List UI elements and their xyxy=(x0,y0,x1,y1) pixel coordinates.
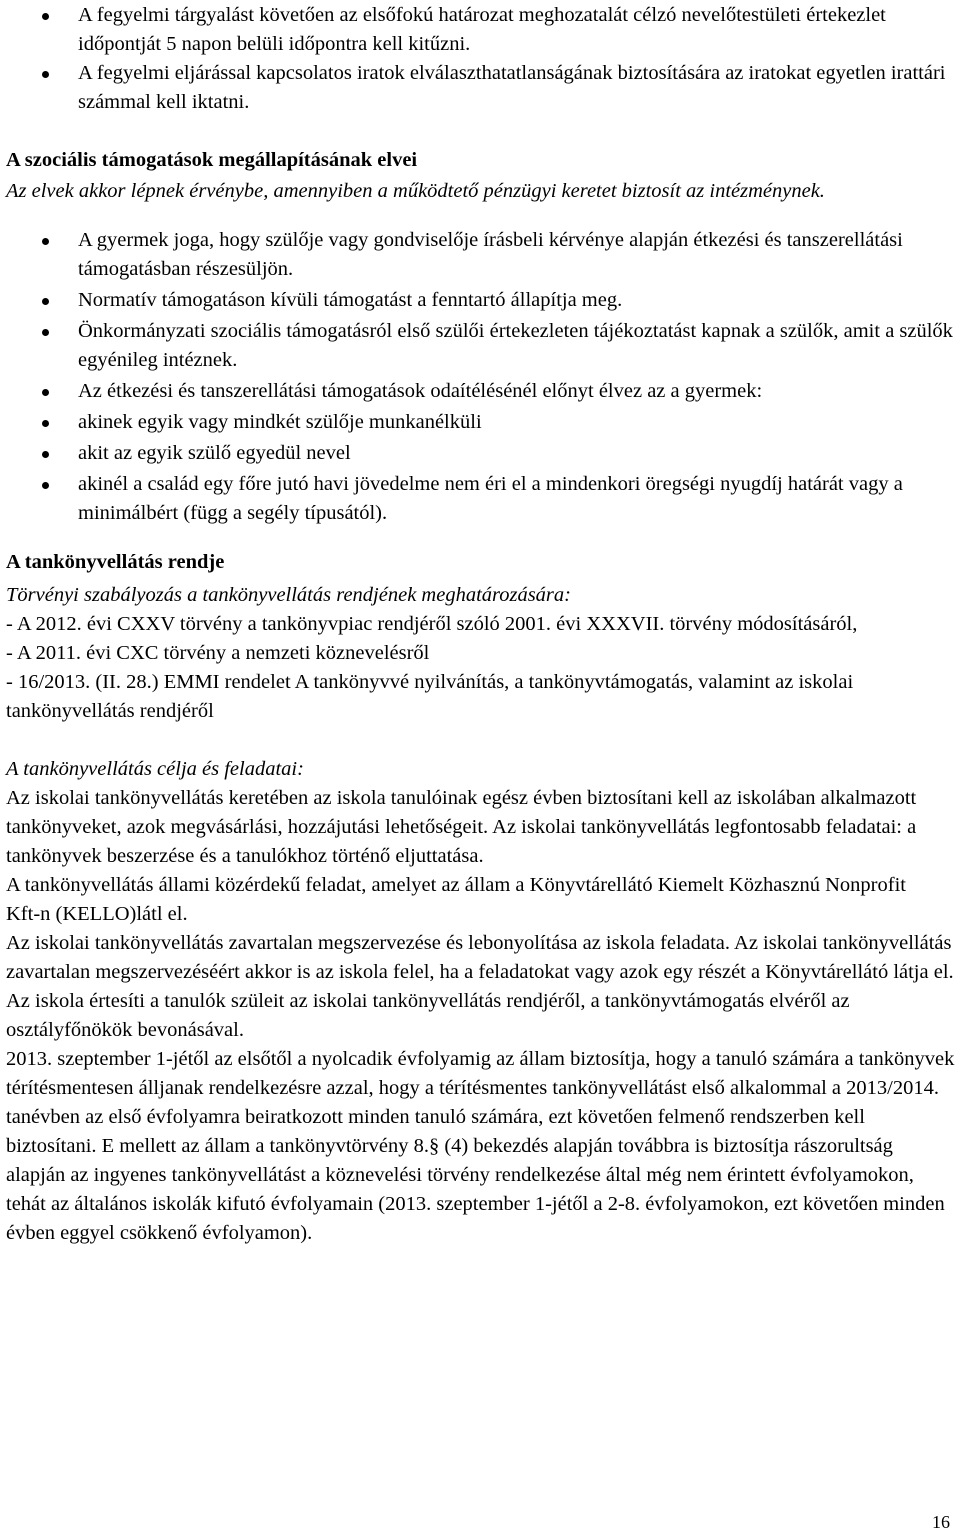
list-item: Az étkezési és tanszerellátási támogatások odaítélésénél előnyt élvez az a gyermek: xyxy=(6,377,956,406)
list-item: akinél a család egy főre jutó havi jövedelme nem éri el a mindenkori öregségi nyugdíj határát vagy a minimálbért (függ a segély típusától). xyxy=(6,470,956,528)
bullet-icon xyxy=(42,329,49,336)
bullet-icon xyxy=(42,389,49,396)
paragraph: Az iskolai tankönyvellátás keretében az iskola tanulóinak egész évben biztosítani kell az iskolában alkalmazott tankönyveket, azok megvásárlási, hozzájutási lehetőségeit. Az iskolai tankönyvellátás legfontosabb feladatai: a tankönyvek beszerzése és a tanulókhoz történő eljuttatása. xyxy=(6,787,917,867)
list-item: akit az egyik szülő egyedül nevel xyxy=(6,439,956,468)
list-item: A fegyelmi tárgyalást követően az elsőfokú határozat meghozatalát célzó nevelőtestületi értekezlet időpontját 5 napon belüli időpontra kell kitűzni. xyxy=(6,1,956,59)
section-intro: Az elvek akkor lépnek érvénybe, amennyiben a működtető pénzügyi keretet biztosít az intézménynek. xyxy=(6,180,825,202)
bullet-icon xyxy=(42,298,49,305)
bullet-icon xyxy=(42,71,49,78)
law-item: - A 2012. évi CXXV törvény a tankönyvpiac rendjéről szóló 2001. évi XXXVII. törvény módosításáról, xyxy=(6,613,858,635)
goals-heading: A tankönyvellátás célja és feladatai: xyxy=(6,758,304,780)
law-item: - A 2011. évi CXC törvény a nemzeti köznevelésről xyxy=(6,642,430,664)
page-number: 16 xyxy=(932,1512,950,1532)
paragraph: A tankönyvellátás állami közérdekű feladat, amelyet az állam a Könyvtárellátó Kiemelt Közhasznú Nonprofit Kft-n (KELLO)látl el. xyxy=(6,874,906,925)
document-page xyxy=(6,0,956,1248)
bullet-icon xyxy=(42,420,49,427)
paragraph: 2013. szeptember 1-jétől az elsőtől a nyolcadik évfolyamig az állam biztosítja, hogy a tanuló számára a tankönyvek térítésmentesen álljanak rendelkezésre azzal, hogy a térítésmentes tankönyvellátást első alkalommal a 2013/2014. tanévben az első évfolyamra beiratkozott minden tanuló számára, ezt követően felmenő rendszerben kell biztosítani. E mellett az állam a tankönyvtörvény 8.§ (4) bekezdés alapján továbbra is biztosítja rászorultság alapján az ingyenes tankönyvellátást a köznevelési törvény rendelkezése által még nem érintett évfolyamokon, tehát az általános iskolák kifutó évfolyamain (2013. szeptember 1-jétől a 2-8. évfolyamokon, ezt követően minden évben eggyel csökkenő évfolyamon). xyxy=(6,1048,955,1244)
paragraph: Az iskola értesíti a tanulók szüleit az iskolai tankönyvellátás rendjéről, a tankönyvtámogatás elvéről az osztályfőnökök bevonásával. xyxy=(6,990,850,1041)
law-item: - 16/2013. (II. 28.) EMMI rendelet A tankönyvvé nyilvánítás, a tankönyvtámogatás, valamint az iskolai tankönyvellátás rendjéről xyxy=(6,671,854,722)
section-heading-textbook-supply: A tankönyvellátás rendje xyxy=(6,551,225,573)
list-item: akinek egyik vagy mindkét szülője munkanélküli xyxy=(6,408,956,437)
paragraph: Az iskolai tankönyvellátás zavartalan megszervezése és lebonyolítása az iskola feladata. Az iskolai tankönyvellátás zavartalan megszervezéséért akkor is az iskola felel, ha a feladatokat vagy azok egy részét a Könyvtárellátó látja el. xyxy=(6,932,954,983)
bullet-icon xyxy=(42,451,49,458)
list-item: Normatív támogatáson kívüli támogatást a fenntartó állapítja meg. xyxy=(6,286,956,315)
bullet-icon xyxy=(42,238,49,245)
top-bullet-list xyxy=(6,1,956,117)
bullet-icon xyxy=(42,482,49,489)
bullet-icon xyxy=(42,13,49,20)
section-heading-social-support: A szociális támogatások megállapításának elvei xyxy=(6,149,418,171)
list-item: A fegyelmi eljárással kapcsolatos iratok elválaszthatatlanságának biztosítására az iratokat egyetlen irattári számmal kell iktatni. xyxy=(6,59,956,117)
list-item: A gyermek joga, hogy szülője vagy gondviselője írásbeli kérvénye alapján étkezési és tanszerellátási támogatásban részesüljön. xyxy=(6,226,956,284)
social-support-bullet-list xyxy=(6,226,956,528)
list-item: Önkormányzati szociális támogatásról első szülői értekezleten tájékoztatást kapnak a szülők, amit a szülők egyénileg intéznek. xyxy=(6,317,956,375)
law-intro: Törvényi szabályozás a tankönyvellátás rendjének meghatározására: xyxy=(6,584,571,606)
